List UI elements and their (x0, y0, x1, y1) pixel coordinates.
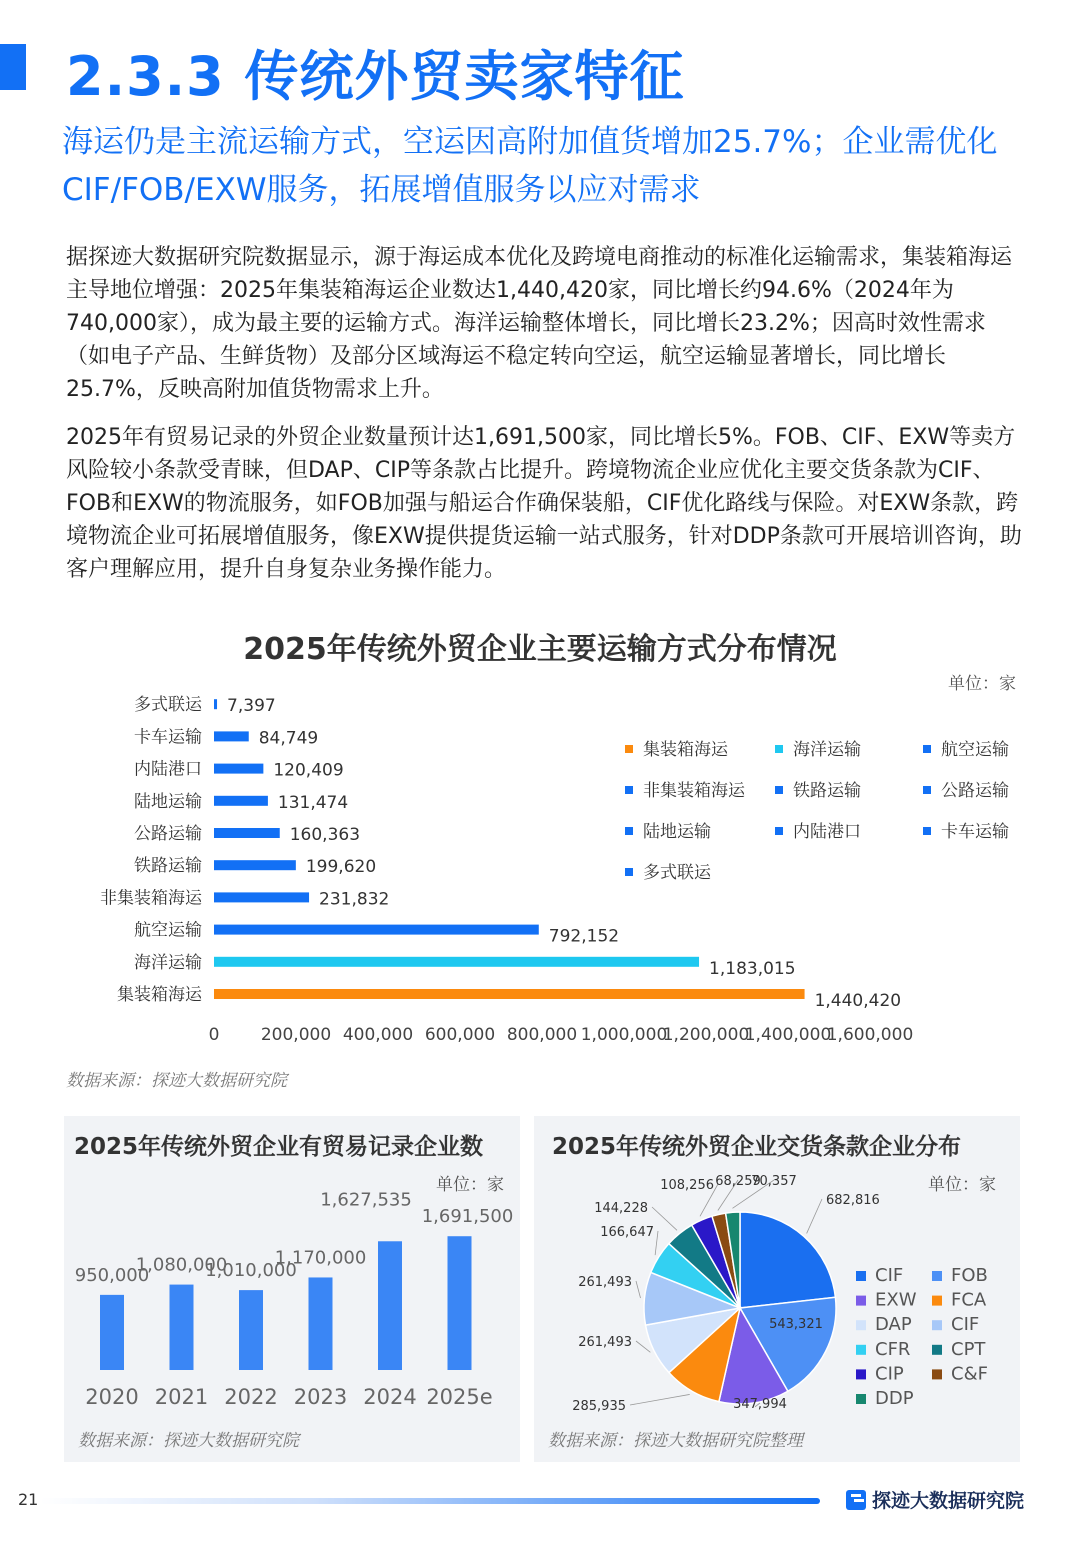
x-tick-label: 1,200,000 (662, 1025, 750, 1045)
slice-value-label: 261,493 (578, 1335, 632, 1350)
legend-swatch (856, 1296, 866, 1306)
category-label: 陆地运输 (134, 791, 202, 812)
legend-swatch (775, 786, 783, 794)
paragraph-1: 据探迹大数据研究院数据显示，源于海运成本优化及跨境电商推动的标准化运输需求，集装箱海运主导地位增强：2025年集装箱海运企业数达1,440,420家，同比增长约94.6%（2024年为740,000家），成为最主要的运输方式。海洋运输整体增长，同比增长23.2%；因高时效性需求（如电子产品、生鲜货物）及部分区域海运不稳定转向空运，航空运输显著增长，同比增长25.7%，反映高附加值货物需求上升。 (66, 245, 1013, 402)
category-label: 集装箱海运 (117, 985, 202, 1005)
legend-swatch (625, 745, 633, 753)
legend-label: CFR (875, 1338, 911, 1360)
legend-swatch (932, 1271, 942, 1281)
bar (170, 1285, 194, 1370)
x-tick-label: 2021 (154, 1385, 209, 1409)
category-label: 铁路运输 (134, 856, 202, 877)
leader-line (630, 1394, 690, 1405)
slice-value-label: 682,816 (826, 1193, 880, 1208)
legend-label: 航空运输 (941, 740, 1009, 760)
bar (378, 1241, 402, 1370)
records-panel (64, 1116, 520, 1462)
page-title: 2.3.3 传统外贸卖家特征 (66, 45, 685, 108)
category-label: 海洋运输 (134, 952, 202, 973)
value-label: 1,080,000 (135, 1254, 228, 1276)
value-label: 131,474 (277, 792, 349, 813)
legend-label: C&F (951, 1363, 988, 1385)
value-label: 950,000 (74, 1264, 150, 1286)
x-tick-label: 1,000,000 (580, 1025, 668, 1045)
legend-label: 陆地运输 (643, 822, 711, 842)
records-bar-chart (64, 1186, 520, 1426)
legend-label: 非集装箱海运 (643, 781, 745, 801)
x-tick-label: 200,000 (260, 1025, 332, 1045)
legend-swatch (856, 1320, 866, 1330)
bar (100, 1295, 124, 1370)
x-tick-label: 2023 (293, 1385, 348, 1409)
legend-label: 海洋运输 (793, 740, 861, 760)
title-accent-bar (0, 44, 26, 90)
legend-swatch (932, 1320, 942, 1330)
terms-chart-unit: 单位：家 (928, 1175, 996, 1195)
legend-label: FCA (951, 1289, 987, 1311)
terms-panel (534, 1116, 1020, 1462)
legend-swatch (923, 786, 931, 794)
terms-pie-chart (534, 1156, 1020, 1426)
x-tick-label: 0 (208, 1025, 220, 1045)
transport-bar-chart (0, 685, 1080, 1055)
bar (214, 925, 539, 935)
bar (448, 1236, 472, 1370)
bar (214, 989, 805, 999)
x-tick-label: 1,400,000 (744, 1025, 832, 1045)
value-label: 792,152 (548, 926, 620, 947)
legend-label: 集装箱海运 (643, 740, 728, 760)
terms-chart-title: 2025年传统外贸企业交货条款企业分布 (552, 1134, 962, 1160)
legend-swatch (625, 786, 633, 794)
slice-value-label: 166,647 (600, 1225, 654, 1240)
x-tick-label: 2022 (224, 1385, 278, 1409)
transport-chart-title: 2025年传统外贸企业主要运输方式分布情况 (243, 632, 837, 667)
legend-label: DAP (875, 1314, 912, 1336)
slice-value-label: 68,259 (715, 1174, 761, 1189)
records-chart-unit: 单位：家 (436, 1175, 504, 1195)
records-chart-title: 2025年传统外贸企业有贸易记录企业数 (74, 1134, 484, 1160)
legend-swatch (932, 1369, 942, 1379)
legend-swatch (923, 745, 931, 753)
terms-chart-source: 数据来源：探迹大数据研究院整理 (548, 1431, 803, 1451)
slice-value-label: 144,228 (594, 1201, 648, 1216)
transport-chart-unit: 单位：家 (948, 674, 1016, 694)
brand-name: 探迹大数据研究院 (872, 1490, 1025, 1512)
value-label: 1,183,015 (709, 958, 796, 979)
value-label: 1,170,000 (274, 1247, 367, 1269)
legend-swatch (775, 745, 783, 753)
legend-label: EXW (875, 1289, 917, 1311)
leader-line (636, 1281, 640, 1298)
value-label: 1,691,500 (421, 1206, 514, 1228)
legend-swatch (625, 868, 633, 876)
category-label: 非集装箱海运 (100, 888, 202, 909)
legend-swatch (775, 827, 783, 835)
x-tick-label: 2024 (363, 1385, 417, 1409)
slice-value-label: 543,321 (769, 1317, 823, 1332)
legend-swatch (625, 827, 633, 835)
page-subtitle: 海运仍是主流运输方式，空运因高附加值货增加25.7%；企业需优化CIF/FOB/EXW服务，拓展增值服务以应对需求 (62, 124, 998, 208)
brand-icon (846, 1490, 866, 1510)
x-tick-label: 800,000 (506, 1025, 578, 1045)
slice-value-label: 347,994 (733, 1397, 787, 1412)
legend-label: 内陆港口 (793, 822, 861, 842)
x-tick-label: 1,600,000 (826, 1025, 914, 1045)
leader-line (655, 1231, 658, 1255)
category-label: 多式联运 (134, 695, 202, 716)
slice-value-label: 261,493 (578, 1275, 632, 1290)
slice-value-label: 70,357 (751, 1174, 797, 1189)
legend-label: CIF (951, 1314, 980, 1336)
pie-slice (740, 1212, 835, 1308)
bar (239, 1290, 263, 1370)
value-label: 7,397 (227, 696, 276, 717)
x-tick-label: 2025e (426, 1385, 493, 1409)
value-label: 1,440,420 (814, 991, 902, 1011)
x-tick-label: 600,000 (424, 1025, 496, 1045)
slice-value-label: 108,256 (660, 1178, 714, 1193)
bar (214, 699, 217, 709)
x-tick-label: 2020 (85, 1385, 139, 1409)
category-label: 卡车运输 (134, 727, 202, 748)
bar (214, 892, 309, 902)
footer-gradient-line (40, 1498, 820, 1504)
value-label: 1,010,000 (205, 1260, 297, 1282)
slice-value-label: 285,935 (572, 1399, 626, 1414)
legend-label: CIF (875, 1265, 904, 1286)
legend-label: 铁路运输 (793, 781, 861, 801)
legend-label: CPT (951, 1338, 986, 1360)
value-label: 1,627,535 (320, 1189, 412, 1211)
category-label: 内陆港口 (134, 759, 202, 780)
legend-swatch (932, 1345, 942, 1355)
legend-swatch (856, 1345, 866, 1355)
legend-label: CIP (875, 1363, 904, 1385)
leader-line (636, 1341, 650, 1352)
legend-swatch (856, 1271, 866, 1281)
records-chart-source: 数据来源：探迹大数据研究院 (78, 1431, 299, 1451)
legend-label: 卡车运输 (941, 822, 1009, 842)
legend-swatch (932, 1296, 942, 1306)
legend-label: 公路运输 (941, 781, 1009, 801)
bar (309, 1277, 333, 1370)
leader-line (807, 1199, 822, 1233)
transport-chart-source: 数据来源：探迹大数据研究院 (66, 1071, 287, 1091)
value-label: 199,620 (305, 857, 377, 878)
legend-swatch (856, 1394, 866, 1404)
category-label: 公路运输 (134, 824, 202, 844)
bar (214, 828, 280, 838)
bar (214, 957, 699, 967)
brand-logo (846, 1486, 1024, 1513)
bar (214, 860, 296, 870)
value-label: 120,409 (273, 760, 344, 781)
legend-label: DDP (875, 1388, 914, 1409)
value-label: 231,832 (319, 889, 390, 910)
legend-swatch (923, 827, 931, 835)
value-label: 84,749 (258, 728, 319, 749)
bar (214, 764, 263, 774)
x-tick-label: 400,000 (342, 1025, 414, 1045)
category-label: 航空运输 (134, 920, 202, 941)
bar (214, 731, 249, 741)
legend-swatch (856, 1369, 866, 1379)
paragraph-2: 2025年有贸易记录的外贸企业数量预计达1,691,500家，同比增长5%。FOB、CIF、EXW等卖方风险较小条款受青睐，但DAP、CIP等条款占比提升。跨境物流企业应优化主要交货条款为CIF、FOB和EXW的物流服务，如FOB加强与船运合作确保装船，CIF优化路线与保险。对EXW条款，跨境物流企业可拓展增值服务，像EXW提供提货运输一站式服务，针对DDP条款可开展培训咨询，助客户理解应用，提升自身复杂业务操作能力。 (66, 425, 1022, 582)
legend-label: 多式联运 (643, 863, 711, 883)
leader-line (652, 1207, 677, 1230)
page-number: 21 (18, 1490, 39, 1509)
legend-label: FOB (951, 1265, 988, 1286)
value-label: 160,363 (289, 825, 361, 845)
bar (214, 796, 268, 806)
